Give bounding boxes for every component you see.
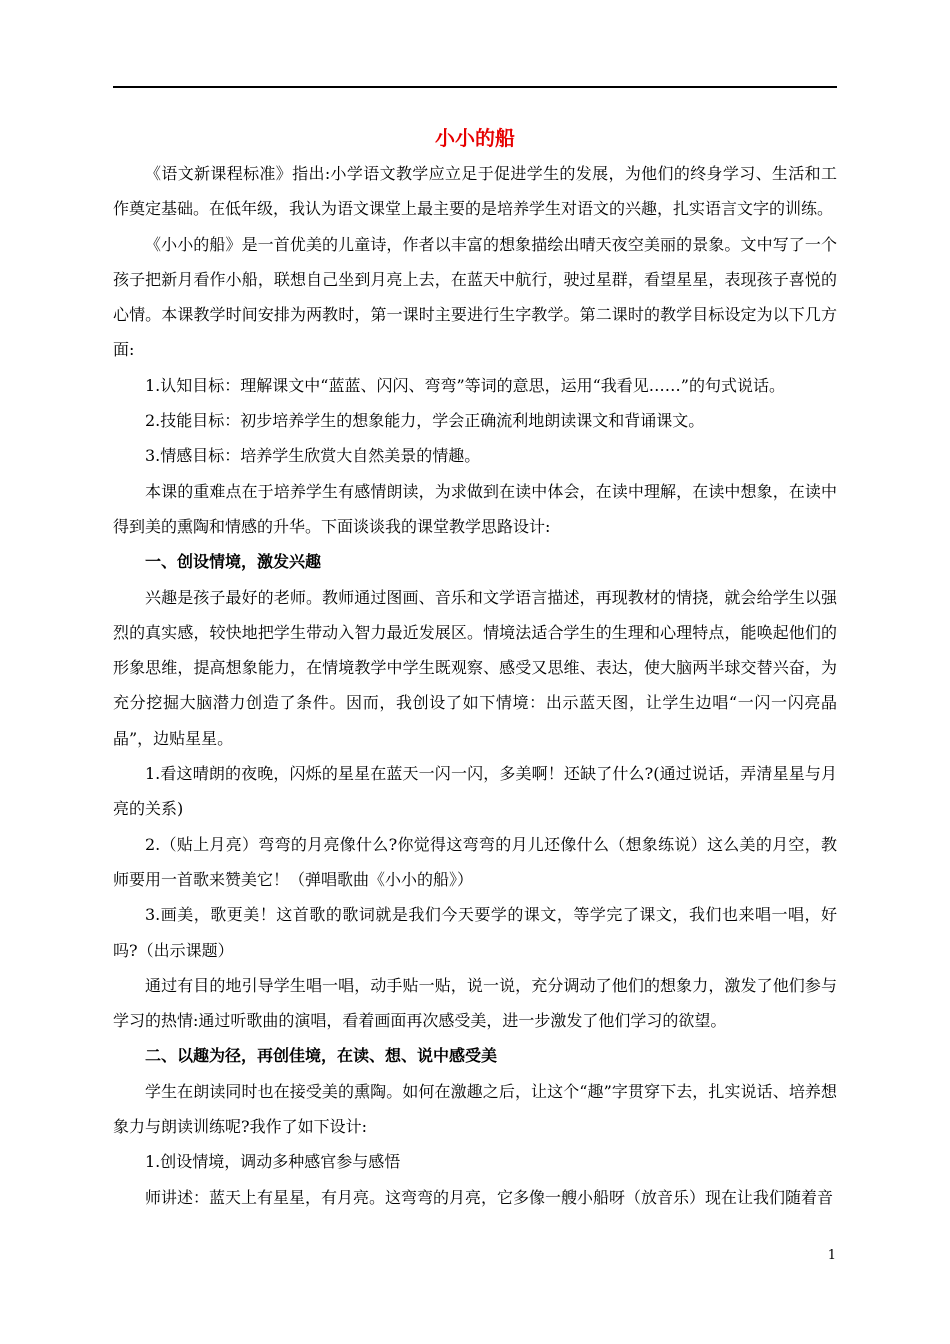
paragraph: 学生在朗读同时也在接受美的熏陶。如何在激趣之后，让这个“趣”字贯穿下去，扎实说话、培养想象力与朗读训练呢?我作了如下设计:	[113, 1081, 837, 1137]
paragraph: 兴趣是孩子最好的老师。教师通过图画、音乐和文学语言描述，再现教材的情挠，就会给学生以强烈的真实感，较快地把学生带动入智力最近发展区。情境法适合学生的生理和心理特点，能唤起他们的形象思维，提高想象能力，在情境教学中学生既观察、感受又思维、表达，使大脑两半球交替兴奋，为充分挖掘大脑潜力创造了条件。因而，我创设了如下情境：出示蓝天图，让学生边唱“一闪一闪亮晶晶”，边贴星星。	[113, 587, 837, 748]
paragraph: 通过有目的地引导学生唱一唱，动手贴一贴，说一说，充分调动了他们的想象力，激发了他们参与学习的热情:通过听歌曲的演唱，看着画面再次感受美，进一步激发了他们学习的欲望。	[113, 975, 837, 1031]
list-item: 3.画美，歌更美！这首歌的歌词就是我们今天要学的课文，等学完了课文，我们也来唱一唱，好吗?（出示课题）	[113, 905, 837, 960]
list-item: 2.（贴上月亮）弯弯的月亮像什么?你觉得这弯弯的月儿还像什么（想象练说）这么美的月空，教师要用一首歌来赞美它！（弹唱歌曲《小小的船》）	[113, 834, 837, 889]
list-item: 3.情感目标：培养学生欣赏大自然美景的情趣。	[145, 446, 481, 466]
paragraph: 《小小的船》是一首优美的儿童诗，作者以丰富的想象描绘出晴天夜空美丽的景象。文中写了一个孩子把新月看作小船，联想自己坐到月亮上去，在蓝天中航行，驶过星群，看望星星，表现孩子喜悦的心情。本课教学时间安排为两教时，第一课时主要进行生字教学。第二课时的教学目标设定为以下几方面:	[113, 234, 837, 360]
list-item: 1.创设情境，调动多种感官参与感悟	[145, 1152, 401, 1172]
section-heading: 一、创设情境，激发兴趣	[145, 552, 322, 572]
header-rule	[113, 86, 837, 88]
paragraph: 本课的重难点在于培养学生有感情朗读，为求做到在读中体会，在读中理解，在读中想象，在读中得到美的熏陶和情感的升华。下面谈谈我的课堂教学思路设计:	[113, 481, 837, 536]
list-item: 1.看这晴朗的夜晚，闪烁的星星在蓝天一闪一闪，多美啊！还缺了什么?(通过说话，弄清星星与月亮的关系)	[113, 764, 837, 819]
paragraph: 《语文新课程标准》指出:小学语文教学应立足于促进学生的发展，为他们的终身学习、生活和工作奠定基础。在低年级，我认为语文课堂上最主要的是培养学生对语文的兴趣，扎实语言文字的训练。	[113, 164, 837, 219]
page-number: 1	[827, 1248, 836, 1263]
document-title: 小小的船	[435, 126, 515, 150]
section-heading: 二、以趣为径，再创佳境，在读、想、说中感受美	[145, 1046, 498, 1066]
list-item: 1.认知目标：理解课文中“蓝蓝、闪闪、弯弯”等词的意思，运用“我看见……”的句式说话。	[145, 375, 785, 395]
paragraph: 师讲述：蓝天上有星星，有月亮。这弯弯的月亮，它多像一艘小船呀（放音乐）现在让我们随着音	[145, 1187, 834, 1207]
list-item: 2.技能目标：初步培养学生的想象能力，学会正确流利地朗读课文和背诵课文。	[145, 411, 705, 431]
document-body	[113, 156, 837, 1215]
